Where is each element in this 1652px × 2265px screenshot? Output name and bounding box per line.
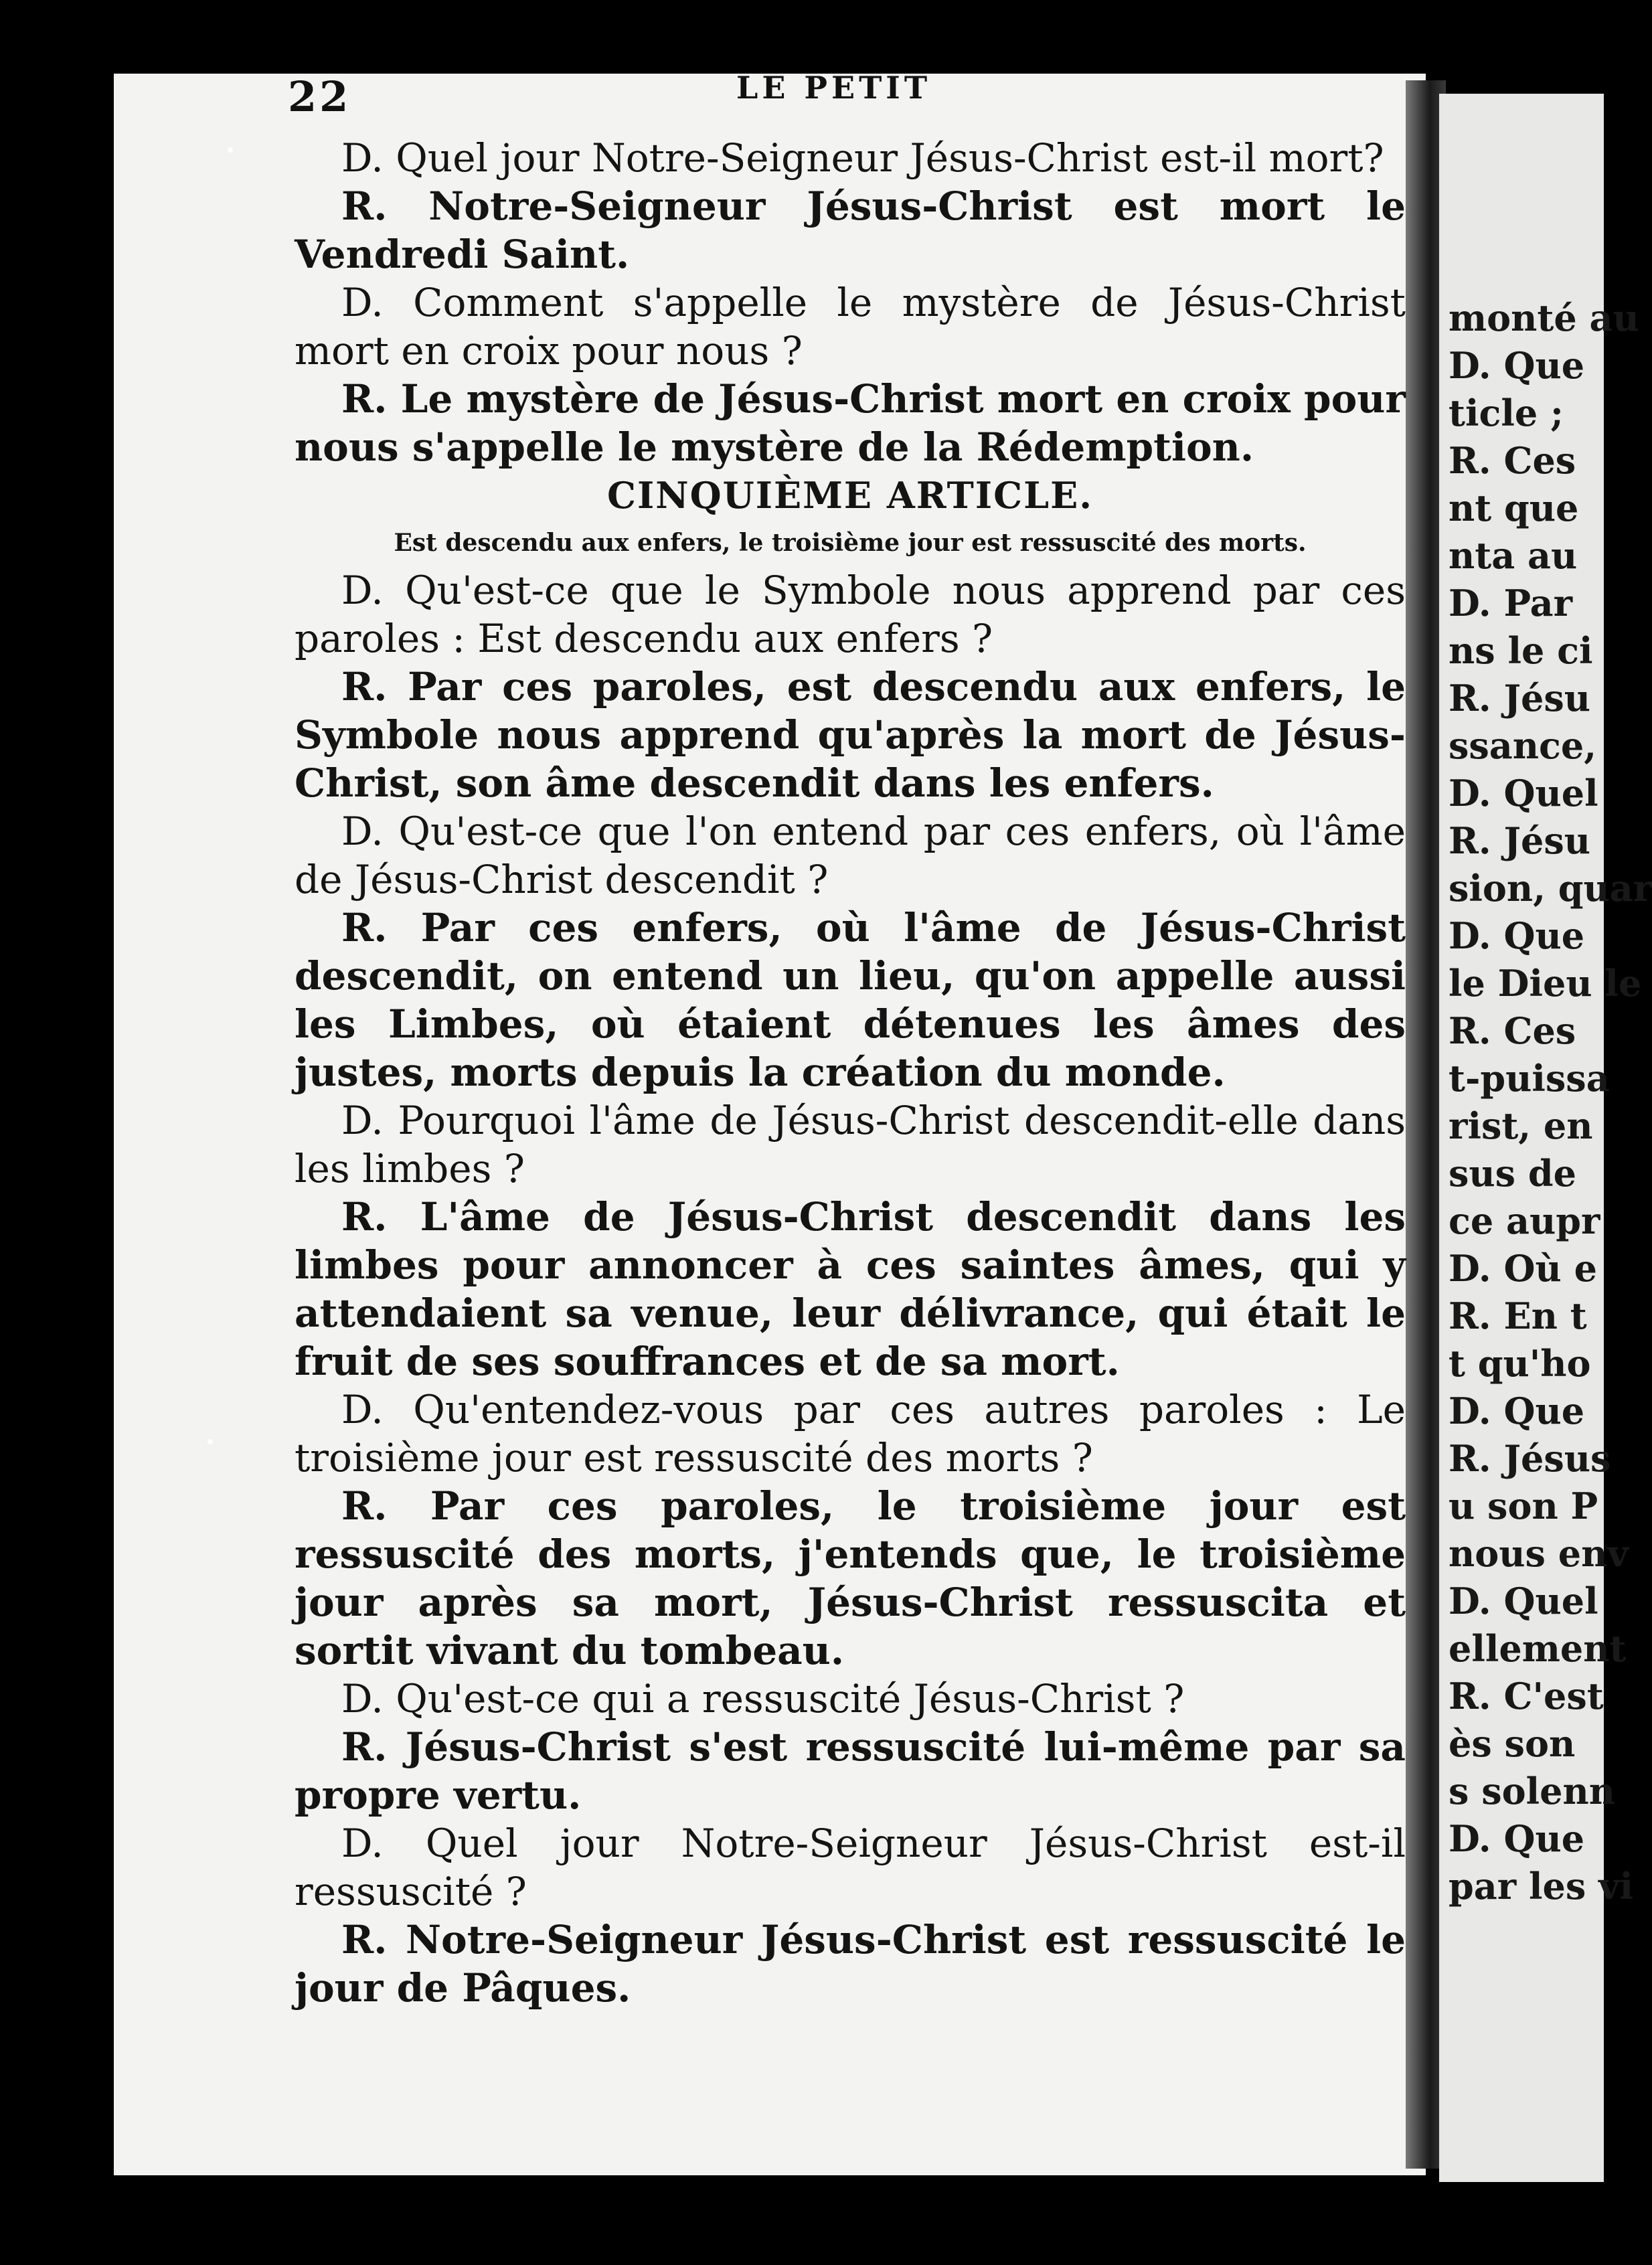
facing-page-line: D. Que [1449, 1390, 1585, 1432]
facing-page-line: R. C'est [1449, 1675, 1604, 1717]
answer-1: R. Notre-Seigneur Jésus-Christ est mort le Vendredi Saint. [295, 183, 1406, 277]
facing-page-line: R. En t [1449, 1294, 1587, 1337]
question-6: D. Qu'entendez-vous par ces autres paroles : Le troisième jour est ressuscité des morts ? [295, 1387, 1406, 1481]
facing-page-line: D. Quel [1449, 1580, 1598, 1622]
facing-page-line: monté au [1449, 297, 1639, 339]
question-7: D. Qu'est-ce qui a ressuscité Jésus-Christ ? [341, 1676, 1185, 1722]
facing-page-line: D. Où e [1449, 1247, 1597, 1290]
facing-page-line: ès son [1449, 1722, 1576, 1765]
facing-page-line: R. Jésus [1449, 1437, 1611, 1480]
answer-4: R. Par ces enfers, où l'âme de Jésus-Christ descendit, on entend un lieu, qu'on appelle aussi les Limbes, où étaient détenues les âmes des justes, morts depuis la création du monde. [295, 905, 1406, 1095]
scan-speck [208, 1439, 213, 1444]
facing-page-line: le Dieu le [1449, 962, 1642, 1005]
facing-page-line: s solenn [1449, 1770, 1616, 1813]
facing-page-line: D. Par [1449, 582, 1573, 624]
section-heading: CINQUIÈME ARTICLE. [606, 474, 1094, 517]
facing-page-line: D. Quel [1449, 772, 1598, 815]
facing-page-line: sion, quar [1449, 867, 1652, 910]
answer-3: R. Par ces paroles, est descendu aux enfers, le Symbole nous apprend qu'après la mort de Jésus-Christ, son âme descendit dans les enfers. [295, 664, 1406, 806]
facing-page-line: nous env [1449, 1532, 1629, 1575]
question-3: D. Qu'est-ce que le Symbole nous apprend par ces paroles : Est descendu aux enfers ? [295, 568, 1406, 661]
facing-page-line: nt que [1449, 487, 1579, 529]
page-body [295, 134, 1406, 2012]
question-4: D. Qu'est-ce que l'on entend par ces enfers, où l'âme de Jésus-Christ descendit ? [295, 809, 1406, 902]
facing-page-line: D. Que [1449, 344, 1585, 387]
scan-speck [228, 147, 233, 153]
section-subheading: Est descendu aux enfers, le troisième jour est ressuscité des morts. [394, 529, 1307, 557]
question-5: D. Pourquoi l'âme de Jésus-Christ descendit-elle dans les limbes ? [295, 1098, 1406, 1191]
facing-page-line: rist, en [1449, 1104, 1593, 1147]
page-number: 22 [288, 72, 351, 121]
facing-page-line: ns le ci [1449, 629, 1593, 672]
facing-page-line: D. Que [1449, 1817, 1585, 1860]
facing-page-line: t-puissa [1449, 1057, 1610, 1100]
question-8: D. Quel jour Notre-Seigneur Jésus-Christ est-il ressuscité ? [295, 1821, 1406, 1914]
facing-page-text [1439, 94, 1652, 1910]
facing-page-line: D. Que [1449, 914, 1585, 957]
facing-page-line: nta au [1449, 534, 1578, 577]
facing-page-line: ticle ; [1449, 392, 1564, 434]
facing-page-line: ssance, [1449, 724, 1597, 767]
answer-6: R. Par ces paroles, le troisième jour est ressuscité des morts, j'entends que, le troisième jour après sa mort, Jésus-Christ ressuscita et sortit vivant du tombeau. [295, 1483, 1406, 1673]
answer-2: R. Le mystère de Jésus-Christ mort en croix pour nous s'appelle le mystère de la Rédemption. [295, 376, 1406, 470]
question-2: D. Comment s'appelle le mystère de Jésus-Christ mort en croix pour nous ? [295, 280, 1406, 373]
facing-page-line: sus de [1449, 1152, 1576, 1195]
answer-8: R. Notre-Seigneur Jésus-Christ est ressuscité le jour de Pâques. [295, 1917, 1406, 2011]
facing-page [1439, 94, 1652, 2182]
facing-page-line: par les vi [1449, 1865, 1633, 1908]
facing-page-line: ellement [1449, 1627, 1627, 1670]
answer-7: R. Jésus-Christ s'est ressuscité lui-même par sa propre vertu. [295, 1724, 1406, 1818]
facing-page-line: R. Ces [1449, 439, 1576, 482]
facing-page-line: R. Jésu [1449, 819, 1591, 862]
running-head: LE PETIT [736, 70, 932, 106]
facing-page-line: R. Ces [1449, 1009, 1576, 1052]
facing-page-line: R. Jésu [1449, 677, 1591, 720]
question-1: D. Quel jour Notre-Seigneur Jésus-Christ est-il mort? [341, 135, 1384, 181]
answer-5: R. L'âme de Jésus-Christ descendit dans les limbes pour annoncer à ces saintes âmes, qui y attendaient sa venue, leur délivrance, qui était le fruit de ses souffrances et de sa mort. [295, 1194, 1406, 1384]
facing-page-line: ce aupr [1449, 1199, 1600, 1242]
facing-page-line: u son P [1449, 1485, 1598, 1527]
facing-page-line: t qu'ho [1449, 1342, 1591, 1385]
